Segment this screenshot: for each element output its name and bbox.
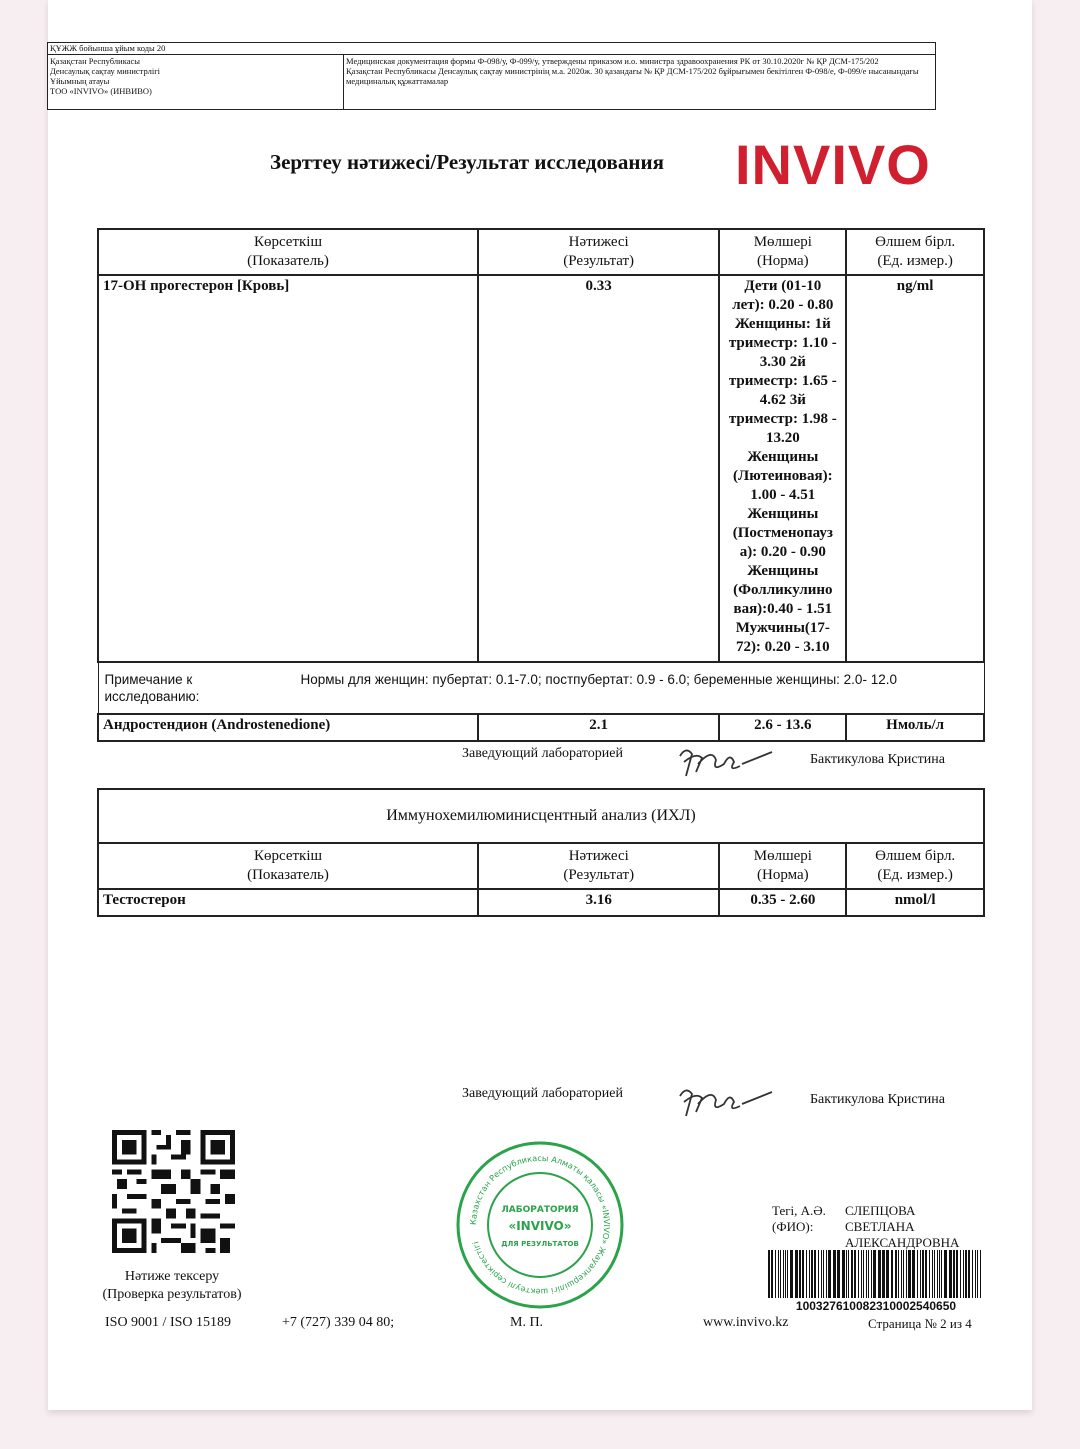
qr-code[interactable] [112, 1130, 235, 1253]
barcode-bar [848, 1250, 849, 1298]
barcode-bar [787, 1250, 788, 1298]
row-indicator: Андростендион (Androstenedione) [98, 714, 478, 741]
barcode-bar [895, 1250, 897, 1298]
stamp-center-line: «INVIVO» [508, 1219, 572, 1233]
row-norm [719, 275, 846, 662]
barcode-bar [963, 1250, 964, 1298]
form-legal-info [344, 55, 935, 109]
barcode-bar [901, 1250, 902, 1298]
stamp-place-label: М. П. [510, 1315, 544, 1330]
signature-label: Заведующий лабораторией [462, 746, 623, 761]
norm-line: триместр: 1.65 - [728, 373, 837, 389]
barcode-bar [828, 1250, 831, 1298]
invivo-logo: INVIVO [735, 133, 931, 196]
signature-label: Заведующий лабораторией [462, 1086, 623, 1101]
qr-caption-line: (Проверка результатов) [102, 1287, 242, 1302]
page-number: Страница № 2 из 4 [868, 1316, 972, 1331]
barcode-bar [953, 1250, 955, 1298]
norm-line: (Фолликулино [733, 582, 833, 598]
header-indicator: Көрсеткіш [253, 848, 323, 864]
barcode-bar [908, 1250, 911, 1298]
barcode-bar [851, 1250, 853, 1298]
barcode-bar [903, 1250, 904, 1298]
website-link[interactable]: www.invivo.kz [703, 1315, 789, 1330]
org-line: Қазақстан Республикасы [50, 56, 140, 66]
norm-line: Женщины [747, 506, 819, 522]
form-legal-ru: Медицинская документация формы Ф-098/у, Ф-099/у, утверждены приказом и.о. министра здравоохранения РК от 30.10.2020г № ҚР ДСМ-175/202 [346, 56, 879, 66]
barcode-bar [977, 1250, 978, 1298]
table-row [98, 275, 984, 662]
norm-line: Мужчины(17- [735, 620, 830, 636]
header-indicator-ru: (Показатель) [247, 867, 329, 883]
header-indicator-ru: (Показатель) [247, 253, 329, 269]
barcode-bar [886, 1250, 889, 1298]
signature-name: Бактикулова Кристина [810, 1092, 945, 1107]
barcode-bar [871, 1250, 872, 1298]
stamp-center-line: ДЛЯ РЕЗУЛЬТАТОВ [501, 1240, 579, 1248]
barcode-bar [868, 1250, 869, 1298]
page-title: Зерттеу нәтижесі/Результат исследования [270, 150, 664, 174]
barcode-bar [833, 1250, 836, 1298]
barcode-bar [925, 1250, 927, 1298]
barcode-bar [771, 1250, 773, 1298]
barcode-bar [956, 1250, 958, 1298]
table-header-row [98, 843, 984, 889]
norm-line: 72): 0.20 - 3.10 [735, 639, 830, 655]
norm-line: 4.62 3й [759, 392, 806, 408]
barcode-bar [912, 1250, 915, 1298]
row-unit: Нмоль/л [846, 714, 984, 741]
barcode-bar [837, 1250, 840, 1298]
norm-line: триместр: 1.10 - [728, 335, 837, 351]
row-unit: nmol/l [846, 889, 984, 916]
patient-name-line: СЛЕПЦОВА [845, 1203, 916, 1218]
barcode-bar [965, 1250, 967, 1298]
barcode-bar [944, 1250, 947, 1298]
barcode-bar [975, 1250, 976, 1298]
org-line: ТОО «INVIVO» (ИНВИВО) [50, 86, 152, 96]
table-header-row [98, 229, 984, 275]
row-unit: ng/ml [846, 275, 984, 662]
header-result-ru: (Результат) [563, 253, 635, 269]
norm-line: 3.30 2й [759, 354, 806, 370]
barcode-bar [934, 1250, 935, 1298]
header-unit: Өлшем бірл. [875, 234, 956, 250]
barcode-bar [937, 1250, 938, 1298]
header-norm: Мөлшері [753, 848, 812, 864]
table-row [98, 714, 984, 741]
note-row [98, 662, 984, 714]
barcode-bar [826, 1250, 827, 1298]
barcode-bar [873, 1250, 876, 1298]
barcode-bar [882, 1250, 885, 1298]
ichl-table [97, 788, 985, 917]
barcode-bar [891, 1250, 893, 1298]
header-result: Нәтижесі [568, 234, 629, 250]
signature-image [672, 742, 782, 782]
norm-line: (Постменопауз [732, 525, 833, 541]
note-label [105, 671, 301, 705]
barcode-bar [920, 1250, 921, 1298]
row-norm: 0.35 - 2.60 [719, 889, 846, 916]
patient-name-line: СВЕТЛАНА [845, 1219, 915, 1234]
norm-line: триместр: 1.98 - [728, 411, 837, 427]
note-label-line: Примечание к [104, 672, 193, 687]
header-norm-ru: (Норма) [757, 867, 809, 883]
barcode-bar [968, 1250, 970, 1298]
barcode-bar [846, 1250, 847, 1298]
barcode-bar [878, 1250, 881, 1298]
note-label-line: исследованию: [104, 689, 200, 704]
barcode-bar [780, 1250, 781, 1298]
signature-name: Бактикулова Кристина [810, 752, 945, 767]
barcode-number: 100327610082310002540650 [795, 1299, 957, 1313]
barcode-bar [863, 1250, 864, 1298]
table-row [98, 889, 984, 916]
section-title: Иммунохемилюминисцентный анализ (ИХЛ) [98, 789, 984, 843]
phone-number: +7 (727) 339 04 80; [282, 1315, 395, 1330]
barcode-bar [929, 1250, 930, 1298]
iso-certification: ISO 9001 / ISO 15189 [105, 1315, 232, 1330]
header-result-ru: (Результат) [563, 867, 635, 883]
barcode-bar [861, 1250, 862, 1298]
barcode-bar [795, 1250, 798, 1298]
results-table [97, 228, 985, 742]
patient-name-line: АЛЕКСАНДРОВНА [845, 1235, 960, 1250]
patient-label [772, 1203, 826, 1235]
patient-name [845, 1203, 959, 1251]
barcode-bar [980, 1250, 981, 1298]
barcode-bar [949, 1250, 952, 1298]
barcode-bar [823, 1250, 824, 1298]
barcode-bar [932, 1250, 933, 1298]
row-result: 0.33 [478, 275, 719, 662]
row-result: 2.1 [478, 714, 719, 741]
barcode-bar [842, 1250, 845, 1298]
org-line: Денсаулық сақтау министрлігі [50, 66, 161, 76]
norm-line: лет): 0.20 - 0.80 [732, 297, 834, 313]
barcode-bar [898, 1250, 899, 1298]
lab-stamp-seal [455, 1140, 625, 1310]
header-indicator: Көрсеткіш [253, 234, 323, 250]
row-norm: 2.6 - 13.6 [719, 714, 846, 741]
barcode-bar [809, 1250, 810, 1298]
header-result: Нәтижесі [568, 848, 629, 864]
barcode-bar [785, 1250, 786, 1298]
barcode-bar [917, 1250, 918, 1298]
barcode-bar [821, 1250, 822, 1298]
patient-label-line: Тегі, А.Ә. [772, 1203, 826, 1218]
norm-line: Женщины: 1й [734, 316, 831, 332]
barcode-bar [906, 1250, 907, 1298]
row-indicator: Тестостерон [98, 889, 478, 916]
norm-line: Дети (01-10 [744, 278, 822, 294]
norm-line: а): 0.20 - 0.90 [739, 544, 826, 560]
barcode-bar [806, 1250, 807, 1298]
barcode-bar [858, 1250, 859, 1298]
note-text: Нормы для женщин: пубертат: 0.1-7.0; постпубертат: 0.9 - 6.0; беременные женщины: 2.0- 12.0 [300, 672, 897, 687]
signature-image [672, 1082, 782, 1122]
barcode-bar [811, 1250, 813, 1298]
patient-label-line: (ФИО): [772, 1219, 814, 1234]
form-code: ҚҰЖЖ бойынша ұйым коды 20 [48, 43, 935, 55]
barcode-bar [775, 1250, 776, 1298]
form-legal-kz: Қазақстан Республикасы Денсаулық сақтау министрінің м.а. 2020ж. 30 қазандағы № ҚР ДСМ-175/202 бұйрығымен бекітілген Ф-098/е, Ф-099/е нысанындағы медициналық құжаттамалар [346, 66, 919, 86]
header-unit-ru: (Ед. измер.) [877, 867, 953, 883]
qr-caption-line: Нәтиже тексеру [124, 1269, 220, 1284]
barcode-bar [790, 1250, 793, 1298]
barcode-bar [818, 1250, 819, 1298]
barcode-bar [799, 1250, 801, 1298]
norm-line: вая):0.40 - 1.51 [733, 601, 833, 617]
norm-line: 13.20 [765, 430, 800, 446]
barcode-bar [939, 1250, 940, 1298]
barcode-bar [960, 1250, 961, 1298]
barcode-bar [814, 1250, 816, 1298]
header-unit: Өлшем бірл. [875, 848, 956, 864]
header-norm: Мөлшері [753, 234, 812, 250]
norm-line: (Лютеиновая): [733, 468, 833, 484]
org-info [48, 55, 344, 109]
barcode-bar [941, 1250, 942, 1298]
barcode-bar [783, 1250, 784, 1298]
form-header-table [47, 42, 936, 110]
qr-caption [97, 1268, 247, 1304]
barcode [768, 1250, 984, 1300]
barcode-bar [972, 1250, 973, 1298]
stamp-ring-text: Казахстан Республикасы Алматы қаласы «INVIVO» Жауапкершілігі шектеулі серіктестігі [467, 1152, 613, 1298]
norm-line: Женщины [747, 563, 819, 579]
barcode-bar [768, 1250, 770, 1298]
norm-line: Женщины [747, 449, 819, 465]
barcode-bar [854, 1250, 856, 1298]
header-unit-ru: (Ед. измер.) [877, 253, 953, 269]
norm-line: 1.00 - 4.51 [750, 487, 816, 503]
barcode-bar [866, 1250, 867, 1298]
row-result: 3.16 [478, 889, 719, 916]
section-title-row [98, 789, 984, 843]
org-line: Ұйымның атауы [50, 76, 110, 86]
row-indicator: 17-ОН прогестерон [Кровь] [98, 275, 478, 662]
header-norm-ru: (Норма) [756, 253, 809, 269]
stamp-center-line: ЛАБОРАТОРИЯ [501, 1205, 579, 1215]
barcode-bar [922, 1250, 924, 1298]
barcode-bar [802, 1250, 804, 1298]
barcode-bar [778, 1250, 779, 1298]
